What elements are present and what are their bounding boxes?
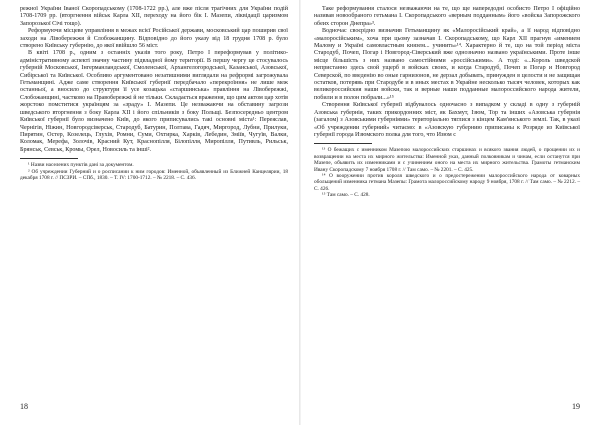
paragraph: В квіті 1708 р., одним з останніх указів того року, Петро І переформував у політико-адміністративному аспекті значну частину підвладної йому території. В першу чергу це стосувалось губерній Московської, Інгерманландської, Смоленської, Архангелогородської, Казанської, Азовської, Сибірської та Київської. Особливо аргументовано незатишними виглядали на рефрормі загрожувала Гетьманщині. Адже саме створення Київської губернії передбачало «перекроїння» не лише меж останньої, а вносило до структури її усе козацька «старшинська» правління на Лівобережжі, Слобожанщині, частково на Правобережжі й не тільки. Складається враження, що цим актом цар хотів жорстоко помститися українцям за «зраду» І. Мазепи. Це незважаючи на обставину загрози шведського вторгнення з боку Карла XII і його спільників з боку Польщі. Безпосередньо центром Київської губернії було визначено Київ, до якого приписувались такі основні міста¹: Переяслав, Чернігів, Ніжин, Новгородсіверськ, Стародуб, Батурин, Полтава, Гадяч, Миргород, Лубни, Прилуки, Пирятин, Остер, Козелець, Глухів, Ромни, Суми, Охтирка, Харків, Лебедин, Зміїв, Чугуїв, Валки, Коломак, Мерефа, Золочів, Красний Кут, Краснопілля, Білопілля, Миропілля, Путивль, Рильськ, Брянськ, Севськ, Кромы, Орел, Новосиль та інші². [20,50,288,153]
footnote: ¹⁵ Там само. – С. 428. [322,192,370,199]
footnote: ² Об учреждении Губерний и о росписании к ним городов: Именной, объявленный из Ближней Канцелярии, 18 декабря 1708 г. // ПСЗРИ. – СПб., 1830. – Т. IV: 1700-1712. – № 2218. – С. 436. [20,168,288,181]
footnote: ¹ Назви населених пунктів дані за документом. [28,162,134,169]
paragraph: Реформуючи місцеве управління в межах всієї Російської держави, московський цар поширив свої заходи на Лівобережжя й Слобожанщину. Відповідно до його указу від 18 грудня 1708 р. було створено Київську губернію, до якої ввійшло 56 міст. [20,28,288,50]
paragraph: режної України Іваної Скоропадському (1708-1722 рр.), але вже після трагічних для України подій 1708-1709 рр. (вторгнення військ Карла XII, переходу на його бік І. Мазепи, ліквідації царизмом Запорозької Січі тощо). [20,6,288,27]
footnote: ¹³ О бежащих с именником Мазепою малороссийских старшинах и всякого звания людей, о прощении их и возвращении на места их мирного жительства: Именной указ, данный полковникам и чинам, если останутся при Мазепе, объявить их изменниками и с учинением оного на места их мирного жительства. Грамоты гетманским Ивану Скоропадскому 7 ноября 1708 г. // Там само. – № 2201. – С. 425. [314,147,580,173]
paragraph: Таке реформування сталося незважаючи на те, що ще напередодні особисто Петро І офіційно називав новообраного гетьмана І. Скоропадського «верным подданным» його «войска Запорожского обеих сторон Днепра»³. [314,6,580,27]
page-number: 18 [20,402,28,411]
page-number: 19 [572,402,580,411]
paragraph: Водночас своєрідно визначив Гетьманщину як «Малоросійський край», а її народ відповідно «малоросійським», хоча при цьому зазначав І. Скоропадському, що Карл XII прагнув «имением Малому и Україні самовластным князем... учинить»¹⁴. Характерно й те, що на той період міста Стародуб, Почеп, Погар і Новгород-Сіверський вже однозначно названо українськими. Проте інше місце більшість з них названо самостійними «россійськими». А тоді: «...Король шведской непристанно здесь свой ущерб в войсках своих, и когда Стародуб, Почеп и Погар и Новгород Северской, по введенію во оные гарнизонов, не дерзал добывать, принужден в целости и не защищая остатков, потерявь при Стародубе и в иных местах в Украйне несколько тысяч человек, которых как великороссийския наши войски, так и верные наши подданные малороссийского народа жители, побили и в полон побрали...»¹⁵ [314,28,580,101]
footnote-divider [20,158,78,159]
right-page [300,0,600,425]
footnote-divider [314,143,372,144]
paragraph: Створення Київської губернії відбувалось одночасно з випадком у складі в одну з губерній Азовська губернія, таких прикордонних міст, як Бахмут, Ізюм, Тор та інших «Азовська губернія (загалом) з Азовськими губерніями» територіально тяглися з кінцем Кам'янського землі. Так, в указі «Об учреждении губерний» читаємо: в «Азовскую губернию приписаны к Розряде из Київської губернії города Изюмского полка для того, что Изюм с [314,102,580,138]
footnote: ¹⁴ О вооружении против короля шведского и о предостережении малороссийского народа от коварных обольщений изменника гетмана Мазепы: Грамота малороссийскому народу 9 ноября, 1708 г. // Там само. – № 2212. – С. 426. [314,172,580,192]
